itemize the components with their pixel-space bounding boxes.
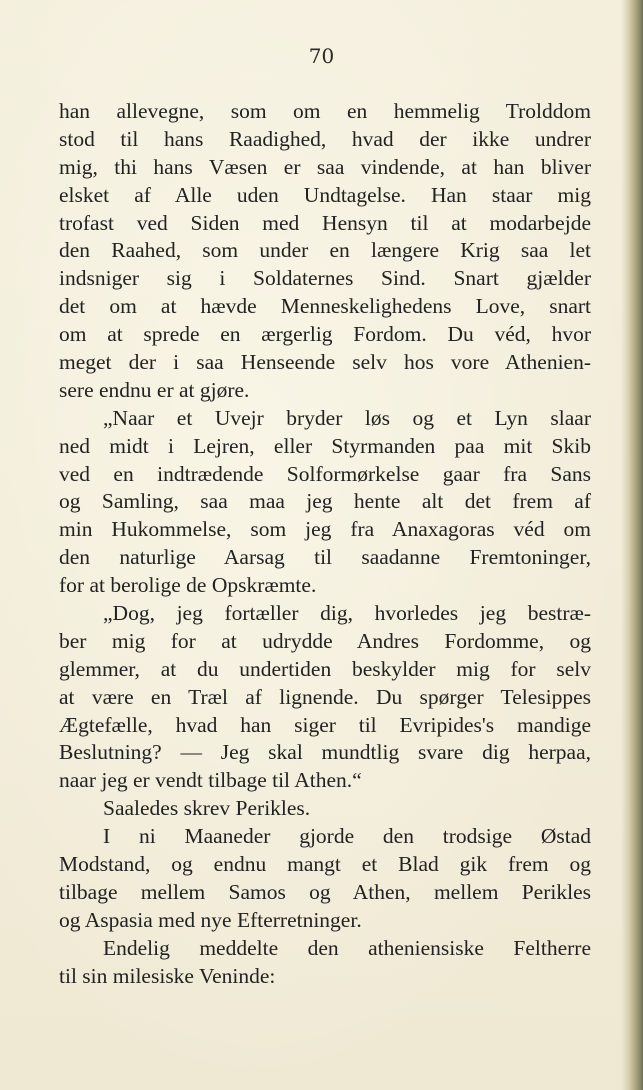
text-line: at være en Træl af lignende. Du spørger Telesippes <box>59 684 591 709</box>
text-line: „Naar et Uvejr bryder løs og et Lyn slaar <box>103 405 591 430</box>
text-line: I ni Maaneder gjorde den trodsige Østad <box>103 824 591 849</box>
text-line: min Hukommelse, som jeg fra Anaxagoras véd om <box>59 517 591 542</box>
text-line: for at berolige de Opskræmte. <box>59 573 317 598</box>
text-line: til sin milesiske Veninde: <box>59 963 276 988</box>
text-line: og Samling, saa maa jeg hente alt det frem af <box>59 489 591 514</box>
text-line: Saaledes skrev Perikles. <box>103 796 311 821</box>
text-line: „Dog, jeg fortæller dig, hvorledes jeg bestræ- <box>103 601 591 626</box>
text-line: ber mig for at udrydde Andres Fordomme, og <box>59 628 591 653</box>
text-line: stod til hans Raadighed, hvad der ikke undrer <box>59 126 591 151</box>
text-line: den naturlige Aarsag til saadanne Fremtoninger, <box>59 545 591 570</box>
text-line: naar jeg er vendt tilbage til Athen.“ <box>59 768 362 793</box>
page-edge-shadow <box>621 0 643 1090</box>
text-line: om at sprede en ærgerlig Fordom. Du véd, hvor <box>59 322 591 347</box>
text-line: tilbage mellem Samos og Athen, mellem Perikles <box>59 879 591 904</box>
text-line: Endelig meddelte den atheniensiske Feltherre <box>103 935 591 960</box>
text-line: Modstand, og endnu mangt et Blad gik frem og <box>59 852 591 877</box>
text-line: mig, thi hans Væsen er saa vindende, at han bliver <box>59 154 591 179</box>
text-line: det om at hævde Menneskelighedens Love, snart <box>59 294 591 319</box>
text-line: meget der i saa Henseende selv hos vore Athenien- <box>59 350 591 375</box>
text-line: elsket af Alle uden Undtagelse. Han staar mig <box>59 182 591 207</box>
text-line: han allevegne, som om en hemmelig Trolddom <box>59 99 591 123</box>
text-line: og Aspasia med nye Efterretninger. <box>59 907 362 932</box>
text-line: sere endnu er at gjøre. <box>59 377 250 402</box>
text-line: den Raahed, som under en længere Krig saa let <box>59 238 591 263</box>
text-line: indsniger sig i Soldaternes Sind. Snart gjælder <box>59 266 591 291</box>
text-line: glemmer, at du undertiden beskylder mig for selv <box>59 656 591 681</box>
text-line: trofast ved Siden med Hensyn til at modarbejde <box>59 210 591 235</box>
text-line: Ægtefælle, hvad han siger til Evripides's mandige <box>59 712 591 737</box>
body-text <box>59 98 591 991</box>
text-line: Beslutning? — Jeg skal mundtlig svare dig herpaa, <box>59 740 591 765</box>
text-line: ned midt i Lejren, eller Styrmanden paa mit Skib <box>59 433 591 458</box>
text-line: ved en indtrædende Solformørkelse gaar fra Sans <box>59 461 591 486</box>
page-number: 70 <box>308 44 335 68</box>
